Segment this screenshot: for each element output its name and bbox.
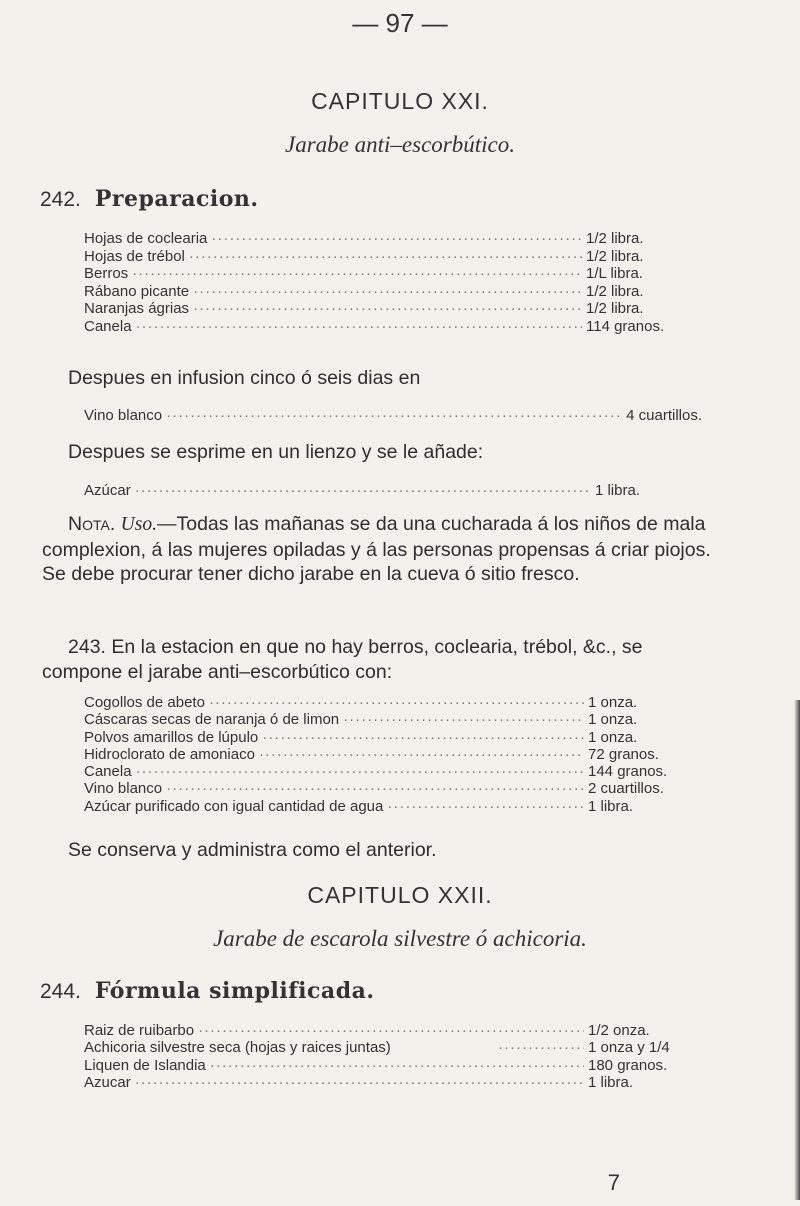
leader-dots xyxy=(198,1022,584,1039)
ingredient-list-243 xyxy=(84,694,676,815)
leader-dots xyxy=(132,265,582,283)
ingredient-list-244 xyxy=(84,1022,676,1092)
leader-dots xyxy=(387,798,584,815)
closing-line: Se conserva y administra como el anterior. xyxy=(68,839,437,861)
leader-dots xyxy=(259,746,584,763)
leader-dots xyxy=(193,283,582,301)
list-item: Achicoria silvestre seca (hojas y raices juntas) ····· 1 onza y 1/4 xyxy=(84,1039,676,1056)
chapter-22-title: CAPITULO XXII. xyxy=(307,882,493,908)
leader-dots xyxy=(135,482,591,499)
list-item: Cogollos de abeto ····· 1 onza. xyxy=(84,694,676,711)
leader-dots xyxy=(136,763,584,780)
list-item: Cáscaras secas de naranja ó de limon ····· 1 onza. xyxy=(84,711,676,728)
chapter-22-subtitle: Jarabe de escarola silvestre ó achicoria. xyxy=(213,926,587,951)
list-item: Vino blanco ····· 2 cuartillos. xyxy=(84,780,676,797)
chapter-21-title: CAPITULO XXI. xyxy=(311,88,489,114)
uso-label: Uso. xyxy=(120,514,157,535)
leader-dots xyxy=(193,300,582,318)
list-item: Polvos amarillos de lúpulo ····· 1 onza. xyxy=(84,729,676,746)
nota-text: —Todas las mañanas se da una cucharada á los niños de mala complexion, á las mujeres opiladas y á las personas propensas á criar piojos. Se debe procurar tener dicho jarabe en la cueva ó sitio fresco. xyxy=(42,513,711,585)
paragraph-243: 243. En la estacion en que no hay berros, coclearia, trébol, &c., se compone el jarabe anti–escorbútico con: xyxy=(42,636,643,683)
section-number: 244. xyxy=(40,980,81,1003)
leader-dots xyxy=(209,694,584,711)
signature-mark: 7 xyxy=(607,1170,620,1195)
list-item: Raiz de ruibarbo ····· 1/2 onza. xyxy=(84,1022,676,1039)
leader-dots xyxy=(343,711,584,728)
section-244-heading xyxy=(40,978,375,1004)
list-item: Liquen de Islandia ····· 180 granos. xyxy=(84,1057,676,1074)
list-item: Canela ····· 144 granos. xyxy=(84,763,676,780)
page-edge-shadow xyxy=(794,700,800,1200)
list-item: Canela ····· 114 granos. xyxy=(84,318,674,336)
nota-label: Nota. xyxy=(68,513,116,535)
leader-dots xyxy=(166,407,622,424)
list-item: Naranjas ágrias ····· 1/2 libra. xyxy=(84,300,674,318)
sugar-line: Azúcar ····· 1 libra. xyxy=(84,482,640,499)
list-item: Azúcar purificado con igual cantidad de agua ····· 1 libra. xyxy=(84,798,676,815)
section-242-heading xyxy=(40,186,259,212)
leader-dots xyxy=(262,729,584,746)
leader-dots xyxy=(166,780,584,797)
leader-dots xyxy=(135,1074,584,1091)
list-item: Azucar ····· 1 libra. xyxy=(84,1074,676,1091)
list-item: Rábano picante ····· 1/2 libra. xyxy=(84,283,674,301)
paragraph-esprime: Despues se esprime en un lienzo y se le añade: xyxy=(68,441,484,463)
list-item: Hidroclorato de amoniaco ····· 72 granos. xyxy=(84,746,676,763)
nota-paragraph xyxy=(42,512,722,587)
list-item: Hojas de coclearia ····· 1/2 libra. xyxy=(84,230,674,248)
ingredient-list-242 xyxy=(84,230,674,336)
wine-line: Vino blanco ····· 4 cuartillos. xyxy=(84,407,702,424)
leader-dots xyxy=(211,230,582,248)
chapter-21-subtitle: Jarabe anti–escorbútico. xyxy=(285,132,515,157)
section-title: Preparacion. xyxy=(94,186,259,212)
list-item: Hojas de trébol ····· 1/2 libra. xyxy=(84,248,674,266)
section-title: Fórmula simplificada. xyxy=(94,978,375,1004)
leader-dots xyxy=(189,248,582,266)
section-number: 242. xyxy=(40,188,81,211)
leader-dots xyxy=(210,1057,584,1074)
leader-dots xyxy=(136,318,582,336)
list-item: Berros ····· 1/L libra. xyxy=(84,265,674,283)
paragraph-infusion: Despues en infusion cinco ó seis dias en xyxy=(68,367,421,389)
page-number: — 97 — xyxy=(352,8,448,38)
leader-dots xyxy=(498,1039,584,1056)
